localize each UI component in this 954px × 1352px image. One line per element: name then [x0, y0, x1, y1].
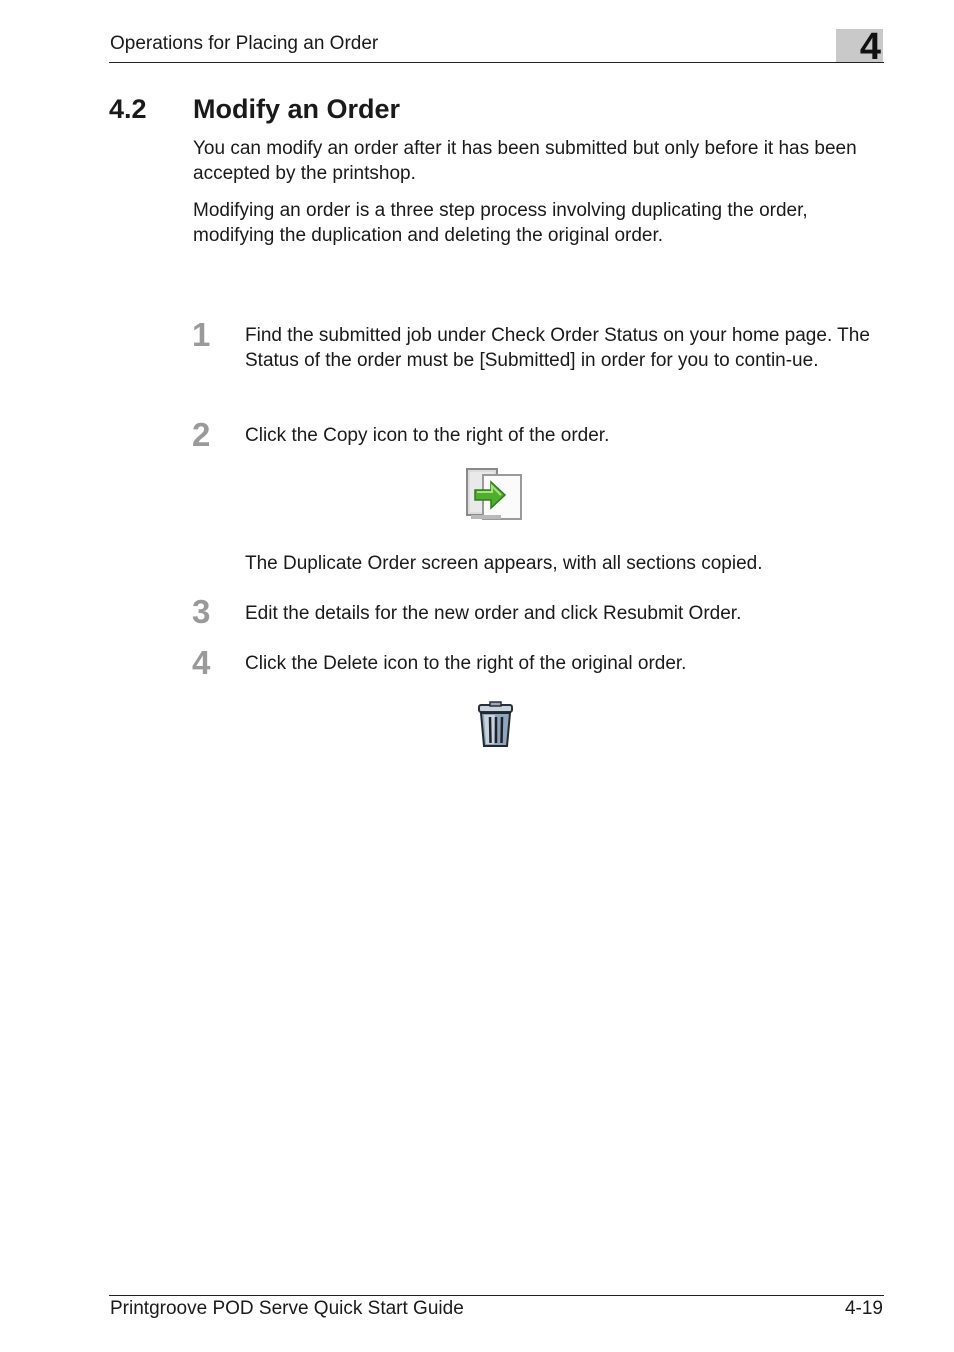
- step-number: 3: [192, 593, 211, 630]
- step-text: Click the Copy icon to the right of the order.: [245, 425, 610, 446]
- section-number: 4.2: [109, 94, 147, 124]
- intro-paragraph: Modifying an order is a three step process involving duplicating the order, modifying the duplication and deleting the original order.: [193, 200, 808, 246]
- step-number: 4: [192, 644, 211, 681]
- footer-divider: [109, 1295, 884, 1296]
- chapter-tab: [836, 26, 883, 68]
- step-text: Click the Delete icon to the right of the original order.: [245, 653, 687, 674]
- header-divider: [109, 62, 884, 63]
- page-number: 4-19: [844, 1298, 883, 1319]
- running-header: Operations for Placing an Order: [110, 33, 379, 54]
- delete-trash-icon: [473, 701, 518, 749]
- footer-guide-title: Printgroove POD Serve Quick Start Guide: [110, 1298, 464, 1319]
- step-text: Edit the details for the new order and click Resubmit Order.: [245, 603, 742, 624]
- step-result: The Duplicate Order screen appears, with all sections copied.: [245, 553, 763, 574]
- intro-paragraph: You can modify an order after it has been submitted but only before it has been accepted by the printshop.: [193, 138, 857, 184]
- copy-order-icon: [465, 467, 525, 523]
- section-title: Modify an Order: [193, 94, 401, 124]
- step-text: Find the submitted job under Check Order Status on your home page. The Status of the order must be [Submitted] in order for you to contin-ue.: [245, 325, 870, 371]
- step-number: 1: [192, 316, 211, 353]
- chapter-number: 4: [859, 26, 881, 68]
- step-number: 2: [192, 416, 211, 453]
